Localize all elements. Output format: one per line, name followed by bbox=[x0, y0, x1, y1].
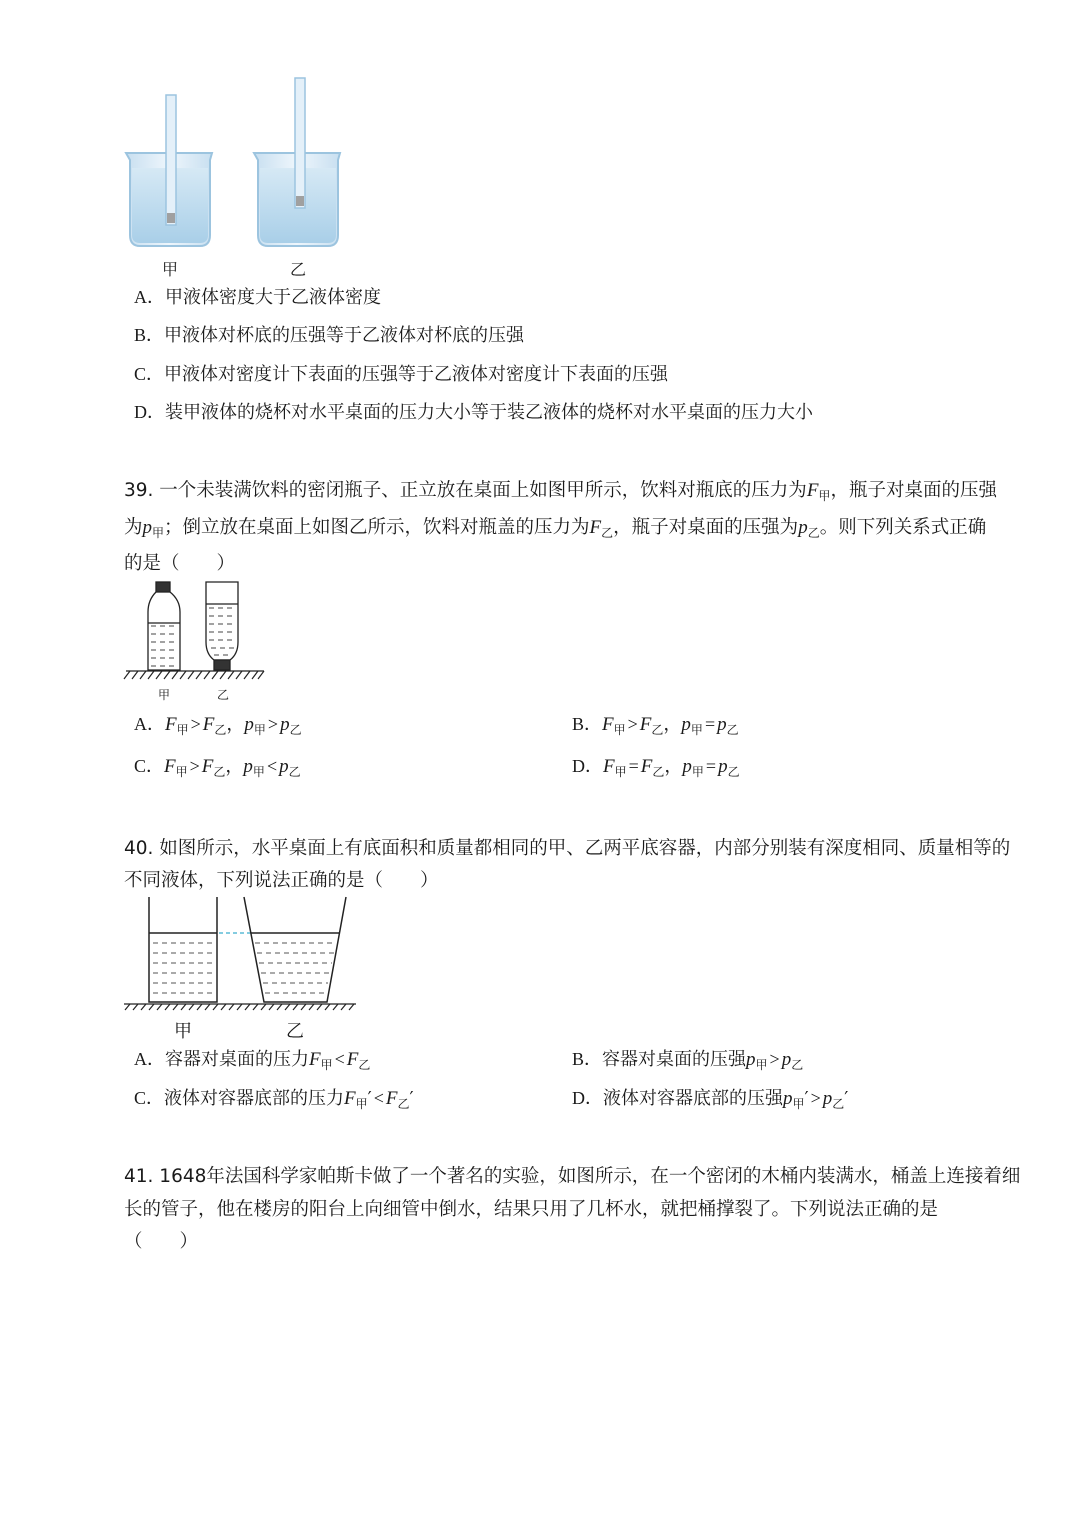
q40-option-b: B．容器对桌面的压强$p_甲 > p_乙$ bbox=[572, 1049, 804, 1072]
ground-hatch-2 bbox=[124, 1004, 356, 1010]
bottles-drawing bbox=[124, 578, 274, 703]
container-jia bbox=[149, 897, 217, 1002]
beaker-label-yi: 乙 bbox=[290, 260, 307, 279]
bottle-yi bbox=[206, 582, 238, 670]
q40-option-c: C．液体对容器底部的压力$F_甲' < F_乙'$ bbox=[134, 1088, 414, 1111]
bottle-label-yi: 乙 bbox=[217, 688, 230, 702]
q39-line-2: 为$p_甲$；倒立放在桌面上如图乙所示，饮料对瓶盖的压力为$F_乙$，瓶子对桌面的压强为$p_乙$。则下列关系式正确 bbox=[124, 517, 987, 540]
q39-option-d: D．$F_甲 = F_乙$，$p_甲 = p_乙$ bbox=[572, 756, 740, 779]
containers-drawing bbox=[124, 895, 364, 1045]
q40-option-d: D．液体对容器底部的压强$p_甲' > p_乙'$ bbox=[572, 1088, 849, 1111]
q39-line-3: 的是（ ） bbox=[124, 553, 236, 574]
q38-option-d: D．装甲液体的烧杯对水平桌面的压力大小等于装乙液体的烧杯对水平桌面的压力大小 bbox=[134, 402, 813, 423]
bottle-label-jia: 甲 bbox=[158, 688, 171, 702]
q41-line-1: 41. 1648年法国科学家帕斯卡做了一个著名的实验，如图所示，在一个密闭的木桶内装满水，桶盖上连接着细 bbox=[124, 1166, 1021, 1187]
q40-line-1: 40. 如图所示，水平桌面上有底面积和质量都相同的甲、乙两平底容器，内部分别装有深度相同、质量相等的 bbox=[124, 838, 1011, 859]
container-yi bbox=[244, 897, 346, 1002]
figure-beakers bbox=[110, 70, 370, 285]
q39-line-1: 39. 一个未装满饮料的密闭瓶子、正立放在桌面上如图甲所示，饮料对瓶底的压力为$F_甲$，瓶子对桌面的压强 bbox=[124, 480, 997, 503]
container-label-jia: 甲 bbox=[174, 1021, 192, 1042]
bottle-jia bbox=[148, 582, 180, 670]
figure-containers bbox=[124, 895, 364, 1045]
q41-line-2: 长的管子，他在楼房的阳台上向细管中倒水，结果只用了几杯水，就把桶撑裂了。下列说法正确的是 bbox=[124, 1199, 939, 1220]
q38-option-a: A．甲液体密度大于乙液体密度 bbox=[134, 287, 381, 308]
q40-line-2: 不同液体，下列说法正确的是（ ） bbox=[124, 870, 439, 891]
q40-option-a: A．容器对桌面的压力$F_甲 < F_乙$ bbox=[134, 1049, 371, 1072]
q39-option-a: A．$F_甲 > F_乙$，$p_甲 > p_乙$ bbox=[134, 714, 302, 737]
q39-option-b: B．$F_甲 > F_乙$，$p_甲 = p_乙$ bbox=[572, 714, 739, 737]
beaker-label-jia: 甲 bbox=[162, 260, 179, 279]
q41-line-3: （ ） bbox=[124, 1231, 199, 1252]
beakers-drawing bbox=[110, 70, 370, 285]
q38-option-c: C．甲液体对密度计下表面的压强等于乙液体对密度计下表面的压强 bbox=[134, 364, 669, 385]
figure-bottles bbox=[124, 578, 274, 703]
q38-option-b: B．甲液体对杯底的压强等于乙液体对杯底的压强 bbox=[134, 325, 525, 346]
q39-option-c: C．$F_甲 > F_乙$，$p_甲 < p_乙$ bbox=[134, 756, 301, 779]
container-label-yi: 乙 bbox=[286, 1021, 304, 1042]
ground-hatch bbox=[124, 671, 264, 679]
beaker-jia bbox=[126, 95, 212, 246]
beaker-yi bbox=[254, 78, 340, 246]
